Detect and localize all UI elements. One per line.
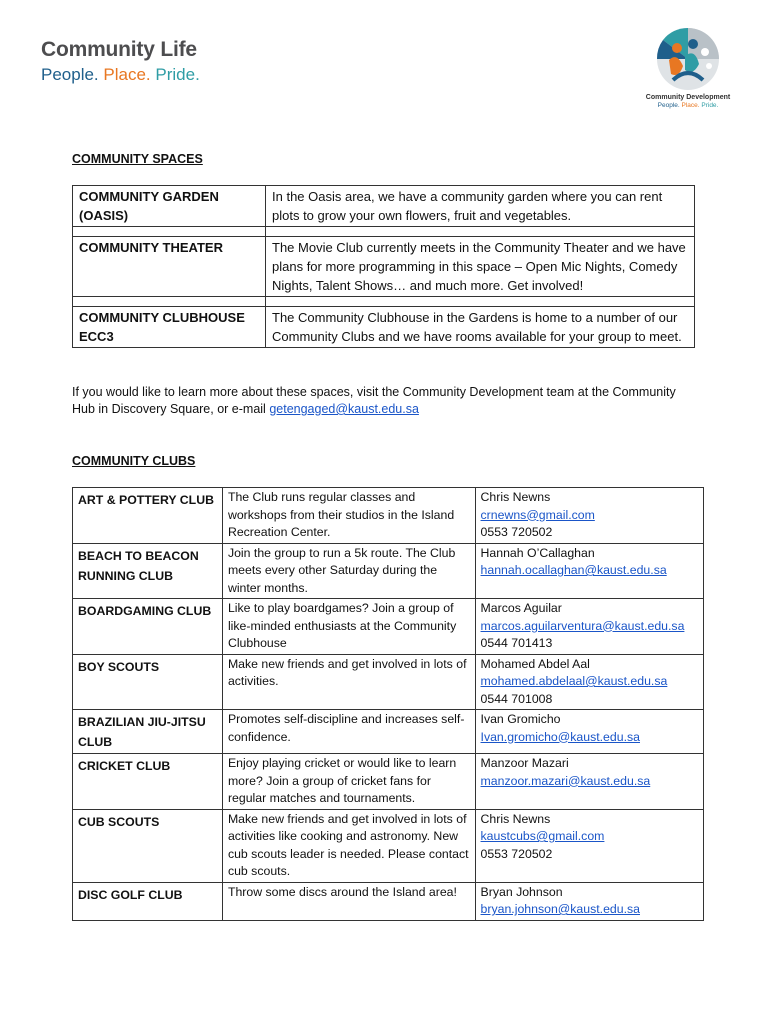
space-name: COMMUNITY CLUBHOUSE ECC3 (73, 307, 266, 348)
table-row (73, 882, 704, 920)
club-description: Make new friends and get involved in lots of activities. (222, 654, 475, 710)
club-description: Promotes self-discipline and increases self-confidence. (222, 710, 475, 754)
contact-name: Marcos Aguilar (480, 601, 562, 615)
table-row (73, 654, 704, 710)
club-name: DISC GOLF CLUB (73, 882, 223, 920)
contact-name: Chris Newns (480, 811, 551, 826)
tagline-place: Place. (103, 65, 151, 84)
club-contact (475, 710, 703, 754)
logo-tagline (640, 102, 736, 110)
space-description: In the Oasis area, we have a community garden where you can rent plots to grow your own flowers, fruit and vegetables. (266, 186, 695, 227)
contact-name: Bryan Johnson (480, 884, 563, 899)
contact-name: Mohamed Abdel Aal (480, 656, 590, 671)
contact-name: Chris Newns (480, 490, 551, 504)
club-contact (475, 754, 703, 810)
spacer-row (73, 227, 695, 237)
logo-caption: Community Development (645, 94, 731, 101)
club-contact (475, 654, 703, 710)
contact-phone: 0553 720502 (480, 846, 553, 861)
club-contact (475, 809, 703, 882)
club-description: The Club runs regular classes and workshops from their studios in the Island Recreation Center. (222, 488, 475, 544)
club-contact (475, 882, 703, 920)
space-row (73, 186, 695, 227)
tagline-pride: Pride. (155, 65, 200, 84)
brand-title: Community Life (41, 38, 197, 61)
table-row (73, 543, 704, 599)
club-description: Like to play boardgames? Join a group of like-minded enthusiasts at the Community Clubhouse (222, 599, 475, 655)
contact-email-link[interactable]: manzoor.mazari@kaust.edu.sa (480, 773, 651, 788)
club-description: Enjoy playing cricket or would like to learn more? Join a group of cricket fans for regular matches and tournaments. (222, 754, 475, 810)
club-name: BOARDGAMING CLUB (73, 599, 223, 655)
club-description: Throw some discs around the Island area! (222, 882, 475, 920)
clubs-heading: COMMUNITY CLUBS (72, 454, 196, 468)
club-name: BOY SCOUTS (73, 654, 223, 710)
community-development-logo (640, 26, 736, 110)
logo-tagline-people: People. (657, 102, 680, 109)
spaces-heading: COMMUNITY SPACES (72, 152, 203, 166)
table-row (73, 809, 704, 882)
tagline-people: People. (41, 65, 99, 84)
club-description: Join the group to run a 5k route. The Club meets every other Saturday during the winter months. (222, 543, 475, 599)
club-description: Make new friends and get involved in lots of activities like cooking and astronomy. New cub scouts leader is needed. Please contact cub scouts. (222, 809, 475, 882)
space-name: COMMUNITY GARDEN (OASIS) (73, 186, 266, 227)
club-contact (475, 543, 703, 599)
brand-header (41, 38, 200, 86)
spacer-row (73, 297, 695, 307)
contact-email-link[interactable]: mohamed.abdelaal@kaust.edu.sa (480, 674, 668, 688)
space-row (73, 307, 695, 348)
club-name: ART & POTTERY CLUB (73, 488, 223, 544)
club-name: BRAZILIAN JIU-JITSU CLUB (73, 710, 223, 754)
contact-phone: 0553 720502 (480, 525, 553, 539)
space-row (73, 237, 695, 297)
logo-tagline-place: Place. (681, 102, 700, 109)
contact-email-link[interactable]: marcos.aguilarventura@kaust.edu.sa (480, 618, 685, 633)
contact-name: Hannah O’Callaghan (480, 545, 595, 560)
contact-email-link[interactable]: crnewns@gmail.com (480, 507, 595, 522)
contact-email-link[interactable]: bryan.johnson@kaust.edu.sa (480, 902, 640, 916)
contact-email-link[interactable]: Ivan.gromicho@kaust.edu.sa (480, 729, 640, 744)
spaces-info-paragraph (72, 384, 702, 418)
club-contact (475, 599, 703, 655)
club-name: BEACH TO BEACON RUNNING CLUB (73, 543, 223, 599)
clubs-table (72, 487, 704, 921)
brand-tagline (41, 64, 200, 86)
club-name: CRICKET CLUB (73, 754, 223, 810)
club-contact (475, 488, 703, 544)
contact-email-link[interactable]: hannah.ocallaghan@kaust.edu.sa (480, 563, 667, 577)
space-name: COMMUNITY THEATER (73, 237, 266, 297)
table-row (73, 599, 704, 655)
contact-phone: 0544 701008 (480, 691, 553, 706)
table-row (73, 754, 704, 810)
globe-people-icon (649, 26, 727, 92)
contact-name: Ivan Gromicho (480, 712, 561, 726)
space-description: The Community Clubhouse in the Gardens is home to a number of our Community Clubs and we have rooms available for your group to meet. (266, 307, 695, 348)
spaces-table (72, 185, 695, 348)
contact-email-link[interactable]: kaustcubs@gmail.com (480, 829, 605, 843)
space-description: The Movie Club currently meets in the Community Theater and we have plans for more programming in this space – Open Mic Nights, Comedy Nights, Talent Shows… and much more. Get involved! (266, 237, 695, 297)
getengaged-email-link[interactable]: getengaged@kaust.edu.sa (269, 402, 419, 416)
table-row (73, 710, 704, 754)
spaces-info-text: If you would like to learn more about these spaces, visit the Community Development team at the Community Hub in Discovery Square, or e-mail (72, 385, 676, 416)
logo-tagline-pride: Pride. (701, 102, 719, 109)
contact-phone: 0544 701413 (480, 636, 553, 650)
club-name: CUB SCOUTS (73, 809, 223, 882)
contact-name: Manzoor Mazari (480, 756, 569, 770)
table-row (73, 488, 704, 544)
